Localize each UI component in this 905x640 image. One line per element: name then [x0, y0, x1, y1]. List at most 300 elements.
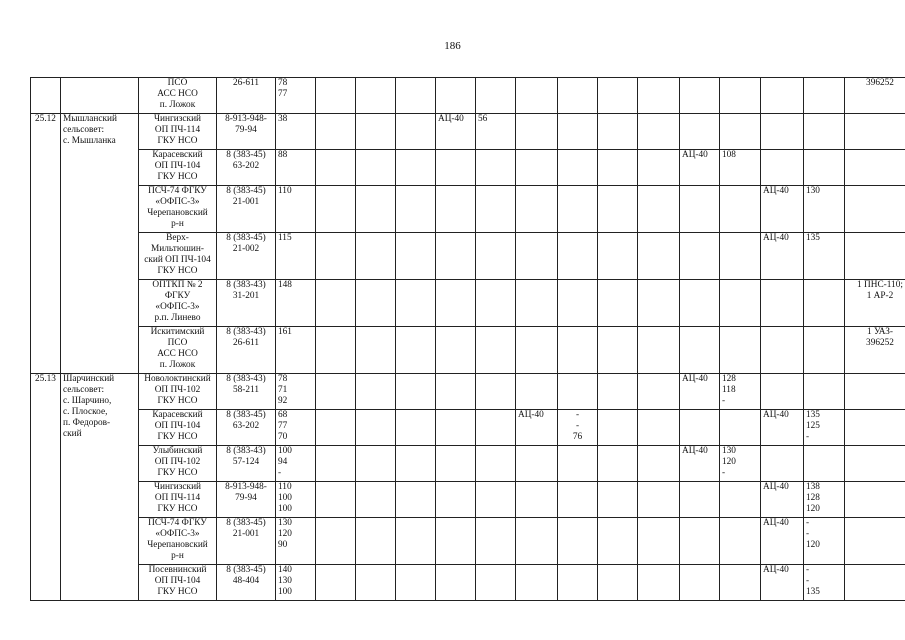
fire-unit-line: Искитимский [150, 327, 205, 337]
fire-unit-line: ГКУ НСО [157, 587, 198, 597]
empty-cell [436, 482, 476, 518]
additional-equipment [845, 327, 905, 374]
empty-cell [356, 565, 396, 601]
place-cell [61, 78, 139, 114]
phone-number [217, 565, 276, 601]
additional-equipment [845, 410, 905, 446]
empty-cell [476, 327, 516, 374]
fire-unit-line: Посевнинский [148, 565, 207, 575]
empty-cell [356, 327, 396, 374]
fire-unit-line: Чингизский [153, 482, 202, 492]
distance [276, 186, 316, 233]
empty-cell [316, 280, 356, 327]
equipment-distance-line: - [575, 421, 580, 431]
fire-unit-line: ОП ПЧ-104 [154, 161, 201, 171]
empty-cell [558, 78, 598, 114]
empty-cell [396, 374, 436, 410]
empty-cell [516, 374, 558, 410]
empty-cell [804, 374, 845, 410]
additional-equipment [845, 78, 905, 114]
fire-unit-line: ский ОП ПЧ-104 [144, 255, 211, 265]
fire-unit-line: ГКУ НСО [157, 136, 198, 146]
table-row [31, 280, 905, 327]
fire-unit-line: ОП ПЧ-104 [154, 576, 201, 586]
empty-cell [436, 150, 476, 186]
fire-unit [139, 518, 217, 565]
empty-cell [356, 280, 396, 327]
additional-equipment [845, 186, 905, 233]
row-number [31, 114, 61, 374]
empty-cell [436, 565, 476, 601]
empty-cell [356, 78, 396, 114]
fire-unit [139, 446, 217, 482]
empty-cell [598, 327, 638, 374]
distance [276, 446, 316, 482]
equipment-distance-line: 120 [722, 457, 736, 467]
fire-unit-line: ПСЧ-74 ФГКУ [148, 518, 207, 528]
empty-cell [720, 233, 761, 280]
distance-line: 120 [278, 529, 292, 539]
distance [276, 233, 316, 280]
table-row [31, 78, 905, 114]
equipment-distance [804, 233, 845, 280]
empty-cell [316, 374, 356, 410]
equipment-distance-line: 118 [722, 385, 736, 395]
settlement-name [61, 374, 139, 601]
empty-cell [558, 565, 598, 601]
empty-cell [396, 150, 436, 186]
table-row [31, 518, 905, 565]
empty-cell [396, 565, 436, 601]
empty-cell [356, 518, 396, 565]
equipment-distance [720, 150, 761, 186]
empty-cell [476, 482, 516, 518]
empty-cell [476, 518, 516, 565]
equipment-distance-line: - [722, 396, 726, 406]
empty-cell [638, 114, 680, 150]
empty-cell [804, 150, 845, 186]
fire-unit-line: Карасевский [152, 150, 203, 160]
equipment-distance-line: 130 [806, 186, 820, 196]
equipment-distance-line: 128 [722, 374, 736, 384]
settlement-name-line: с. Мышланка [63, 136, 116, 146]
empty-cell [436, 327, 476, 374]
table-row [31, 150, 905, 186]
empty-cell [720, 518, 761, 565]
table-row [31, 446, 905, 482]
distance-line: 110 [278, 482, 292, 492]
distance-line: 110 [278, 186, 292, 196]
equipment [761, 233, 804, 280]
empty-cell [638, 518, 680, 565]
equipment-distance-line: 130 [722, 446, 736, 456]
distance [276, 327, 316, 374]
distance-line: 161 [278, 327, 292, 337]
empty-cell [316, 565, 356, 601]
empty-cell [598, 186, 638, 233]
empty-cell [558, 280, 598, 327]
distance [276, 150, 316, 186]
settlement-name-line: с. Шарчино, [63, 396, 112, 406]
empty-cell [598, 78, 638, 114]
equipment [680, 150, 720, 186]
distance-line: 78 [278, 78, 288, 88]
fire-unit-line: ГКУ НСО [157, 396, 198, 406]
equipment-line: АЦ-40 [763, 518, 789, 528]
empty-cell [720, 114, 761, 150]
equipment-distance-line: 135 [806, 233, 820, 243]
empty-cell [680, 565, 720, 601]
empty-cell [680, 233, 720, 280]
equipment [436, 114, 476, 150]
empty-cell [316, 410, 356, 446]
distance-line: 94 [278, 457, 288, 467]
row-number-line: 25.12 [35, 114, 56, 124]
phone-number [217, 78, 276, 114]
equipment-line: АЦ-40 [763, 233, 789, 243]
equipment-distance-line: 138 [806, 482, 820, 492]
fire-unit-line: р-н [171, 551, 184, 561]
fire-unit [139, 327, 217, 374]
phone-number-line: 8 (383-43) [226, 327, 266, 337]
empty-cell [720, 78, 761, 114]
phone-number-line: 48-404 [232, 576, 260, 586]
fire-unit-line: Верх- [166, 233, 189, 243]
phone-number-line: 21-001 [232, 197, 260, 207]
fire-unit [139, 482, 217, 518]
fire-unit [139, 233, 217, 280]
empty-cell [638, 410, 680, 446]
empty-cell [396, 518, 436, 565]
empty-cell [316, 446, 356, 482]
empty-cell [638, 327, 680, 374]
empty-cell [638, 186, 680, 233]
empty-cell [720, 565, 761, 601]
empty-cell [356, 186, 396, 233]
table-row [31, 565, 905, 601]
equipment-distance-line: 128 [806, 493, 820, 503]
empty-cell [761, 114, 804, 150]
empty-cell [680, 280, 720, 327]
distance-line: 130 [278, 518, 292, 528]
empty-cell [558, 518, 598, 565]
equipment-distance [804, 565, 845, 601]
empty-cell [396, 327, 436, 374]
empty-cell [720, 482, 761, 518]
fire-unit-line: ФГКУ [164, 291, 191, 301]
fire-unit-line: Чингизский [153, 114, 202, 124]
phone-number-line: 8-913-948- [225, 482, 267, 492]
empty-cell [356, 150, 396, 186]
additional-equipment [845, 565, 905, 601]
empty-cell [804, 114, 845, 150]
phone-number-line: 26-611 [233, 78, 259, 88]
empty-cell [598, 446, 638, 482]
empty-cell [516, 327, 558, 374]
fire-unit-line: «ОФПС-3» [155, 197, 200, 207]
page-number: 186 [444, 40, 461, 52]
equipment-distance-line: 108 [722, 150, 736, 160]
empty-cell [436, 518, 476, 565]
empty-cell [516, 518, 558, 565]
fire-unit-line: ОП ПЧ-102 [154, 457, 201, 467]
equipment-distance [720, 374, 761, 410]
empty-cell [516, 565, 558, 601]
phone-number [217, 327, 276, 374]
settlement-name-line: ский [63, 429, 82, 439]
phone-number-line: 58-211 [233, 385, 259, 395]
empty-cell [436, 446, 476, 482]
distance-line: - [278, 468, 282, 478]
empty-cell [476, 233, 516, 280]
distance-line: 100 [278, 504, 292, 514]
empty-cell [476, 446, 516, 482]
empty-cell [558, 233, 598, 280]
fire-unit-line: ПСЧ-74 ФГКУ [148, 186, 207, 196]
equipment-distance-line: 56 [478, 114, 488, 124]
fire-unit-line: ОП ПЧ-114 [154, 125, 201, 135]
empty-cell [316, 482, 356, 518]
equipment-distance-line: 120 [806, 540, 820, 550]
empty-cell [476, 410, 516, 446]
resource-table [30, 77, 905, 601]
additional-equipment [845, 150, 905, 186]
empty-cell [356, 446, 396, 482]
settlement-name-line: сельсовет: [63, 385, 105, 395]
empty-cell [316, 114, 356, 150]
empty-cell [356, 114, 396, 150]
empty-cell [680, 78, 720, 114]
equipment [516, 410, 558, 446]
empty-cell [761, 446, 804, 482]
empty-cell [638, 446, 680, 482]
additional-equipment [845, 374, 905, 410]
fire-unit [139, 374, 217, 410]
additional-equipment-line: 1 ПНС-110; [857, 280, 903, 290]
table-row [31, 114, 905, 150]
additional-equipment-line: 396252 [866, 338, 894, 348]
fire-unit-line: ГКУ НСО [157, 432, 198, 442]
empty-cell [516, 186, 558, 233]
empty-cell [598, 280, 638, 327]
empty-cell [396, 446, 436, 482]
row-number [31, 374, 61, 601]
fire-unit [139, 150, 217, 186]
empty-cell [720, 186, 761, 233]
fire-unit [139, 114, 217, 150]
distance-line: 70 [278, 432, 288, 442]
equipment-distance-line: - [806, 518, 810, 528]
empty-cell [396, 78, 436, 114]
distance [276, 280, 316, 327]
empty-cell [316, 518, 356, 565]
additional-equipment [845, 233, 905, 280]
empty-cell [316, 186, 356, 233]
equipment-distance-line: - [806, 529, 810, 539]
empty-cell [638, 78, 680, 114]
empty-cell [638, 565, 680, 601]
table-row [31, 374, 905, 410]
equipment-distance [804, 410, 845, 446]
equipment-distance-line: - [806, 432, 810, 442]
empty-cell [316, 78, 356, 114]
empty-cell [558, 482, 598, 518]
phone-number-line: 8 (383-45) [226, 186, 266, 196]
equipment-distance [804, 482, 845, 518]
empty-cell [638, 374, 680, 410]
empty-cell [598, 410, 638, 446]
empty-cell [516, 114, 558, 150]
equipment-line: АЦ-40 [518, 410, 544, 420]
distance-line: 115 [278, 233, 292, 243]
phone-number [217, 410, 276, 446]
distance-line: 100 [278, 493, 292, 503]
empty-cell [396, 482, 436, 518]
empty-cell [598, 374, 638, 410]
phone-number-line: 26-611 [233, 338, 259, 348]
empty-cell [476, 565, 516, 601]
fire-unit-line: Мильтюшин- [151, 244, 204, 254]
distance-line: 100 [278, 587, 292, 597]
additional-equipment-line: 396252 [866, 78, 894, 88]
empty-cell [680, 518, 720, 565]
empty-cell [761, 280, 804, 327]
phone-number [217, 233, 276, 280]
fire-unit-line: ПСО [167, 78, 188, 88]
empty-cell [804, 446, 845, 482]
empty-cell [476, 78, 516, 114]
fire-unit [139, 186, 217, 233]
distance-line: 78 [278, 374, 288, 384]
equipment [761, 410, 804, 446]
empty-cell [598, 233, 638, 280]
phone-number-line: 79-94 [235, 493, 257, 503]
equipment-line: АЦ-40 [763, 186, 789, 196]
phone-number-line: 21-002 [232, 244, 260, 254]
empty-cell [516, 233, 558, 280]
empty-cell [558, 374, 598, 410]
empty-cell [356, 410, 396, 446]
table-row [31, 482, 905, 518]
empty-cell [720, 280, 761, 327]
phone-number-line: 8 (383-43) [226, 280, 266, 290]
empty-cell [356, 374, 396, 410]
phone-number-line: 8 (383-43) [226, 374, 266, 384]
equipment-distance-line: - [806, 576, 810, 586]
phone-number [217, 482, 276, 518]
empty-cell [476, 374, 516, 410]
distance [276, 114, 316, 150]
fire-unit-line: ГКУ НСО [157, 172, 198, 182]
equipment-distance [476, 114, 516, 150]
empty-cell [476, 186, 516, 233]
additional-equipment-line: 1 УАЗ- [866, 327, 893, 337]
table-row [31, 327, 905, 374]
equipment-distance [804, 518, 845, 565]
empty-cell [436, 410, 476, 446]
distance-line: 77 [278, 421, 288, 431]
fire-unit-line: ОП ПЧ-114 [154, 493, 201, 503]
equipment-line: АЦ-40 [763, 410, 789, 420]
distance-line: 88 [278, 150, 288, 160]
fire-unit-line: ПСО [167, 338, 188, 348]
empty-cell [316, 327, 356, 374]
empty-cell [598, 482, 638, 518]
distance [276, 78, 316, 114]
empty-cell [516, 78, 558, 114]
fire-unit-line: Улыбинский [152, 446, 203, 456]
phone-number-line: 8 (383-45) [226, 565, 266, 575]
distance-line: 130 [278, 576, 292, 586]
phone-number [217, 114, 276, 150]
empty-cell [558, 446, 598, 482]
fire-unit-line: ГКУ НСО [157, 504, 198, 514]
empty-cell [761, 78, 804, 114]
empty-cell [356, 482, 396, 518]
fire-unit [139, 565, 217, 601]
additional-equipment [845, 114, 905, 150]
equipment-distance [720, 446, 761, 482]
additional-equipment [845, 446, 905, 482]
empty-cell [804, 78, 845, 114]
distance [276, 482, 316, 518]
table-body [31, 78, 905, 601]
settlement-name-line: Шарчинский [63, 374, 115, 384]
equipment-distance-line: - [575, 410, 580, 420]
fire-unit-line: р-н [171, 219, 184, 229]
equipment-distance [804, 186, 845, 233]
empty-cell [436, 374, 476, 410]
fire-unit-line: Черепановский [147, 208, 208, 218]
distance-line: 71 [278, 385, 288, 395]
phone-number-line: 8 (383-43) [226, 446, 266, 456]
empty-cell [638, 233, 680, 280]
empty-cell [720, 327, 761, 374]
empty-cell [761, 150, 804, 186]
settlement-name-line: п. Федоров- [63, 418, 111, 428]
fire-unit-line: ГКУ НСО [157, 468, 198, 478]
equipment-distance-line: 76 [572, 432, 583, 442]
fire-unit-line: «ОФПС-3» [155, 302, 200, 312]
empty-cell [598, 114, 638, 150]
table-row [31, 410, 905, 446]
fire-unit-line: Черепановский [147, 540, 208, 550]
equipment-distance-line: 135 [806, 410, 820, 420]
table-row [31, 233, 905, 280]
equipment-line: АЦ-40 [438, 114, 464, 124]
empty-cell [558, 150, 598, 186]
phone-number [217, 150, 276, 186]
empty-cell [720, 410, 761, 446]
fire-unit [139, 78, 217, 114]
empty-cell [598, 150, 638, 186]
fire-unit [139, 410, 217, 446]
distance-line: 38 [278, 114, 288, 124]
equipment-distance-line: 135 [806, 587, 820, 597]
empty-cell [680, 482, 720, 518]
fire-unit-line: ОП ПЧ-102 [154, 385, 201, 395]
fire-unit-line: п. Ложок [159, 360, 196, 370]
fire-unit-line: Карасевский [152, 410, 203, 420]
empty-cell [516, 446, 558, 482]
empty-cell [804, 280, 845, 327]
table-row [31, 186, 905, 233]
empty-cell [516, 280, 558, 327]
phone-number [217, 446, 276, 482]
equipment [761, 482, 804, 518]
equipment-distance [558, 410, 598, 446]
fire-unit [139, 280, 217, 327]
